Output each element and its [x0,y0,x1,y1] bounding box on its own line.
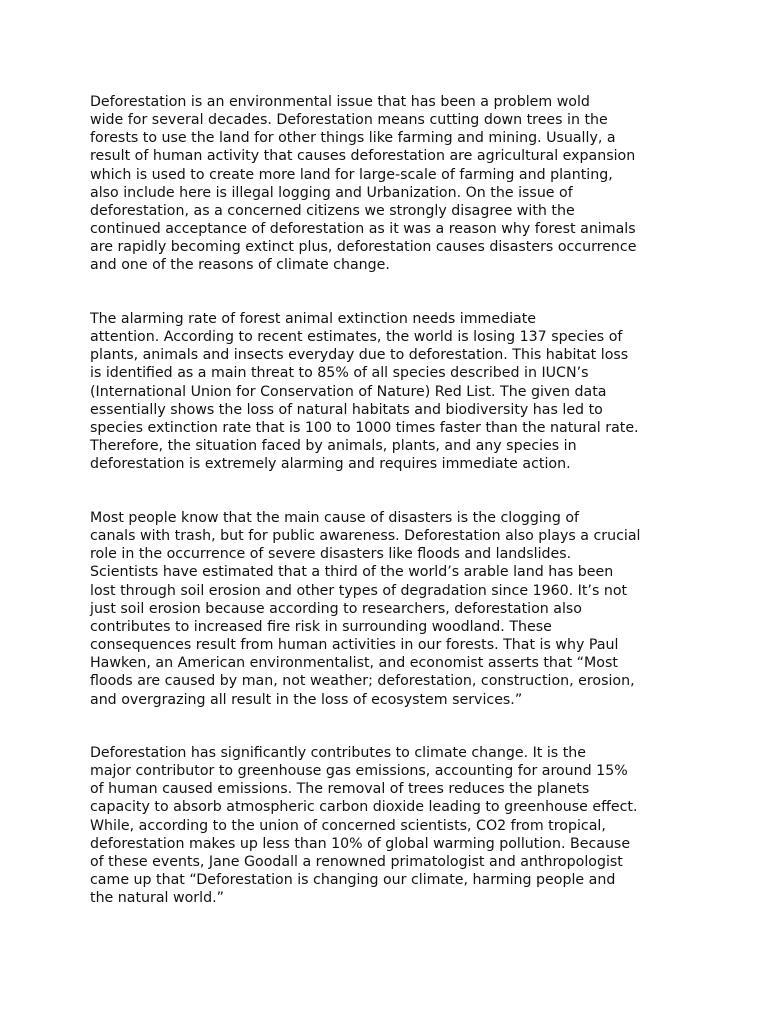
paragraph-disasters: Most people know that the main cause of disasters is the clogging of canals with trash, but for public awareness. Deforestation also plays a crucial role in the occurrence of severe disasters like floods and landslides. Scientists have estimated that a third of the world’s arable land has been lost through soil erosion and other types of degradation since 1960. It’s not just soil erosion because according to researchers, deforestation also contributes to increased fire risk in surrounding woodland. These consequences result from human activities in our forests. That is why Paul Hawken, an American environmentalist, and economist asserts that “Most floods are caused by man, not weather; deforestation, construction, erosion, and overgrazing all result in the loss of ecosystem services.” [90,510,641,708]
paragraph-introduction: Deforestation is an environmental issue that has been a problem wold wide for several decades. Deforestation means cutting down trees in the forests to use the land for other things like farming and mining. Usually, a result of human activity that causes deforestation are agricultural expansion which is used to create more land for large-scale of farming and planting, also include here is illegal logging and Urbanization. On the issue of deforestation, as a concerned citizens we strongly disagree with the continued acceptance of deforestation as it was a reason why forest animals are rapidly becoming extinct plus, deforestation causes disasters occurrence and one of the reasons of climate change. [90,94,637,274]
paragraph-animal-extinction: The alarming rate of forest animal extinction needs immediate attention. According to recent estimates, the world is losing 137 species of plants, animals and insects everyday due to deforestation. This habitat loss is identified as a main threat to 85% of all species described in IUCN’s (International Union for Conservation of Nature) Red List. The given data essentially shows the loss of natural habitats and biodiversity has led to species extinction rate that is 100 to 1000 times faster than the natural rate. Therefore, the situation faced by animals, plants, and any species in deforestation is extremely alarming and requires immediate action. [90,311,639,473]
paragraph-climate-change: Deforestation has significantly contributes to climate change. It is the major contributor to greenhouse gas emissions, accounting for around 15% of human caused emissions. The removal of trees reduces the planets capacity to absorb atmospheric carbon dioxide leading to greenhouse effect. While, according to the union of concerned scientists, CO2 from tropical, deforestation makes up less than 10% of global warming pollution. Because of these events, Jane Goodall a renowned primatologist and anthropologist came up that “Deforestation is changing our climate, harming people and the natural world.” [90,745,638,907]
